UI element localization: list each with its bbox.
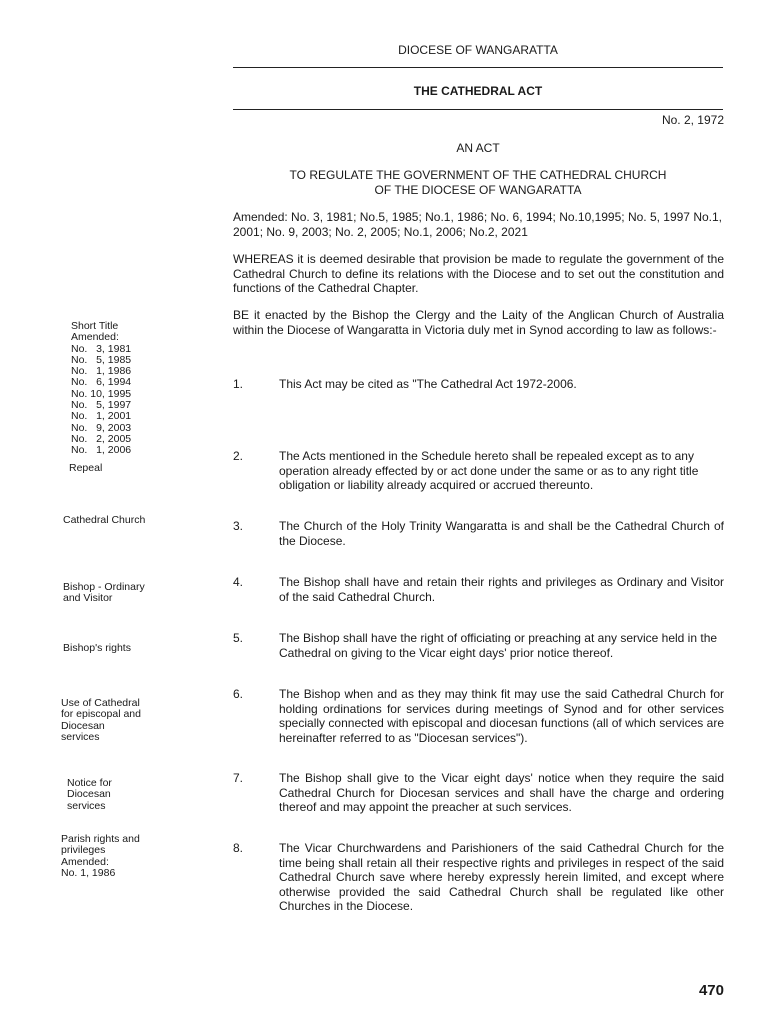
act-title: THE CATHEDRAL ACT	[413, 84, 543, 98]
title-rule	[233, 109, 723, 110]
an-act-heading: AN ACT	[456, 141, 500, 155]
diocese-heading: DIOCESE OF WANGARATTA	[398, 43, 558, 57]
act-purpose	[233, 168, 723, 198]
section-6-number: 6.	[233, 687, 244, 701]
margin-note-short-title: Short Title Amended: No. 3, 1981 No. 5, 1985 No. 1, 1986 No. 6, 1994 No. 10, 1995 No. 5, 1997 No. 1, 2001 No. 9, 2003 No. 2, 2005 No. 1, 2006	[71, 320, 132, 457]
purpose-line-2: OF THE DIOCESE OF WANGARATTA	[374, 183, 582, 197]
section-5-text: The Bishop shall have the right of officiating or preaching at any service held in the Cathedral on giving to the Vicar eight days' prior notice thereof.	[279, 631, 718, 660]
section-3-number: 3.	[233, 519, 244, 533]
section-6-text: The Bishop when and as they may think fit may use the said Cathedral Church for holding ordinations for services during meetings of Synod and for other services specially connected with episcopal and diocesan functions (all of which services are hereinafter referred to as "Diocesan services").	[279, 687, 724, 745]
section-7-number: 7.	[233, 771, 244, 785]
section-7-text: The Bishop shall give to the Vicar eight days' notice when they require the said Cathedral Church for Diocesan services and shall have the charge and ordering thereof and may appoint the preacher at such services.	[279, 771, 724, 814]
section-8-number: 8.	[233, 841, 244, 855]
section-1-number: 1.	[233, 377, 244, 391]
margin-note-bishop-ordinary: Bishop - Ordinary and Visitor	[63, 581, 145, 605]
margin-note-repeal: Repeal	[69, 462, 103, 474]
section-8-text: The Vicar Churchwardens and Parishioners of the said Cathedral Church for the time being shall retain all their respective rights and privileges in respect of the said Cathedral Church save where hereby expressly herein limited, and except where otherwise provided the said Cathedral Church shall be regulated like other Churches in the Diocese.	[279, 841, 724, 913]
amended-note: Amended: No. 3, 1981; No.5, 1985; No.1, 1986; No. 6, 1994; No.10,1995; No. 5, 1997 No.1, 2001; No. 9, 2003; No. 2, 2005; No.1, 2006; No.2, 2021	[233, 210, 722, 239]
margin-note-bishops-rights: Bishop's rights	[63, 642, 131, 654]
section-5-number: 5.	[233, 631, 244, 645]
margin-note-parish-rights: Parish rights and privileges Amended: No. 1, 1986	[61, 833, 140, 879]
purpose-line-1: TO REGULATE THE GOVERNMENT OF THE CATHEDRAL CHURCH	[289, 168, 667, 182]
margin-note-cathedral-church: Cathedral Church	[63, 514, 146, 526]
whereas-clause: WHEREAS it is deemed desirable that provision be made to regulate the government of the Cathedral Church to define its relations with the Diocese and to set out the constitution and functions of the Cathedral Chapter.	[233, 252, 724, 295]
section-4-number: 4.	[233, 575, 244, 589]
page-number: 470	[698, 982, 724, 999]
section-2-number: 2.	[233, 449, 244, 463]
section-1-text: This Act may be cited as "The Cathedral Act 1972-2006.	[279, 377, 577, 391]
margin-note-use-of-cathedral: Use of Cathedral for episcopal and Diocesan services	[61, 697, 141, 743]
section-2-text: The Acts mentioned in the Schedule hereto shall be repealed except as to any operation already effected by or act done under the same or as to any right title obligation or liability already acquired or accrued thereunto.	[279, 449, 699, 492]
enacting-clause: BE it enacted by the Bishop the Clergy and the Laity of the Anglican Church of Australia within the Diocese of Wangaratta in Victoria duly met in Synod according to law as follows:-	[233, 308, 724, 337]
margin-note-notice: Notice for Diocesan services	[67, 777, 112, 812]
section-3-text: The Church of the Holy Trinity Wangaratta is and shall be the Cathedral Church of the Diocese.	[279, 519, 724, 548]
act-number: No. 2, 1972	[661, 113, 724, 127]
top-rule	[233, 67, 723, 68]
section-4-text: The Bishop shall have and retain their rights and privileges as Ordinary and Visitor of the said Cathedral Church.	[279, 575, 724, 604]
